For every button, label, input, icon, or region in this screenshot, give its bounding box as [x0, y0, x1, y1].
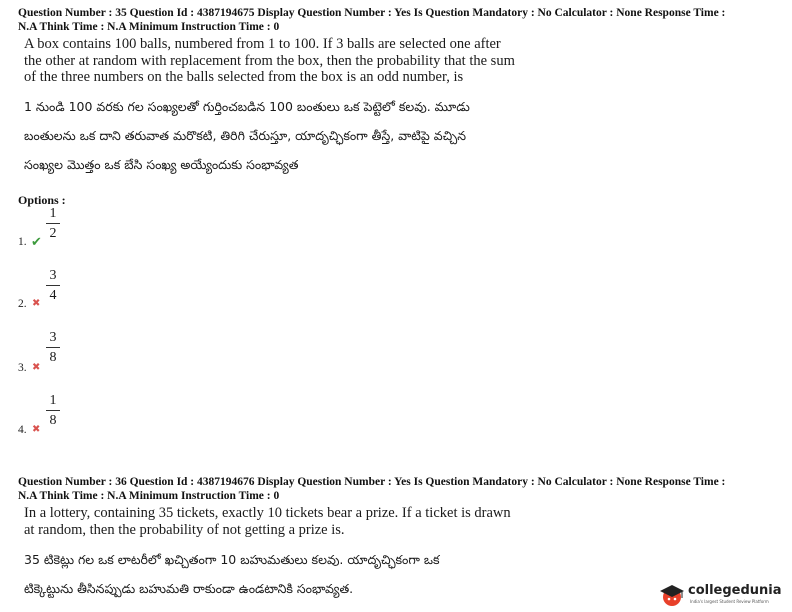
fraction-bar	[46, 285, 60, 286]
question-36-meta-line-1: Question Number : 36 Question Id : 4387194676 Display Question Number : Yes Is Question Mandatory : No Calculator : None Response Time :	[18, 476, 726, 488]
question-36-telugu-line: 35 టికెట్లు గల ఒక లాటరీలో ఖచ్చితంగా 10 బహుమతులు కలవు. యాదృచ్ఛికంగా ఒక	[24, 552, 440, 567]
option-4-denominator: 8	[49, 413, 57, 428]
fraction-bar	[46, 410, 60, 411]
question-36-english-line: In a lottery, containing 35 tickets, exactly 10 tickets bear a prize. If a ticket is drawn	[24, 505, 511, 521]
question-35-telugu-line: 1 నుండి 100 వరకు గల సంఖ్యలతో గుర్తించబడిన 100 బంతులు ఒక పెట్టెలో కలవు. మూడు	[24, 99, 470, 114]
collegedunia-logo	[658, 581, 788, 609]
question-35-meta-line-2: N.A Think Time : N.A Minimum Instruction Time : 0	[18, 21, 280, 33]
wrong-cross-icon: ✖	[32, 424, 41, 435]
question-35-telugu-line: సంఖ్యల మొత్తం ఒక బేసి సంఖ్య అయ్యేందుకు సంభావ్యత	[24, 157, 299, 172]
question-35-english-line: A box contains 100 balls, numbered from 1 to 100. If 3 balls are selected one after	[24, 36, 501, 52]
logo-tagline: India's largest Student Review Platform	[690, 599, 769, 604]
option-4-numerator: 1	[49, 393, 57, 408]
option-3-numerator: 3	[49, 330, 57, 345]
option-3-fraction[interactable]	[46, 330, 60, 365]
options-label: Options :	[18, 193, 66, 207]
question-35-english-line: the other at random with replacement from the box, then the probability that the sum	[24, 52, 515, 69]
question-36-english	[24, 505, 564, 538]
option-2-numerator: 3	[49, 268, 57, 283]
option-2-fraction[interactable]	[46, 268, 60, 303]
graduation-cap-icon	[658, 583, 686, 607]
question-36-meta	[18, 475, 778, 503]
wrong-cross-icon: ✖	[32, 298, 41, 309]
option-1-fraction[interactable]	[46, 206, 60, 241]
option-1-numerator: 1	[49, 206, 57, 221]
question-35-meta-line-1: Question Number : 35 Question Id : 4387194675 Display Question Number : Yes Is Question Mandatory : No Calculator : None Response Time :	[18, 7, 726, 19]
option-4-number: 4.	[18, 424, 27, 436]
question-35-english-line: of the three numbers on the balls selected from the box is an odd number, is	[24, 69, 464, 85]
option-2-number: 2.	[18, 298, 27, 310]
question-35-english	[24, 36, 564, 86]
question-36-meta-line-2: N.A Think Time : N.A Minimum Instruction Time : 0	[18, 490, 280, 502]
correct-check-icon: ✔	[31, 234, 42, 249]
option-1-denominator: 2	[49, 226, 57, 241]
option-3-number: 3.	[18, 362, 27, 374]
question-36-telugu-line: టిక్కెట్టును తీసినప్పుడు బహుమతి రాకుండా ఉండటానికి సంభావ్యత.	[24, 581, 354, 596]
option-3-denominator: 8	[49, 350, 57, 365]
fraction-bar	[46, 347, 60, 348]
option-1-number: 1.	[18, 236, 27, 248]
fraction-bar	[46, 223, 60, 224]
question-35-telugu-line: బంతులను ఒక దాని తరువాత మరొకటి, తిరిగి చేరుస్తూ, యాదృచ్ఛికంగా తీస్తే, వాటిపై వచ్చిన	[24, 128, 467, 143]
option-2-denominator: 4	[49, 288, 57, 303]
question-36-english-line: at random, then the probability of not getting a prize is.	[24, 521, 345, 538]
question-35-meta	[18, 6, 778, 34]
option-4-fraction[interactable]	[46, 393, 60, 428]
logo-name: collegedunia	[688, 583, 782, 598]
wrong-cross-icon: ✖	[32, 362, 41, 373]
